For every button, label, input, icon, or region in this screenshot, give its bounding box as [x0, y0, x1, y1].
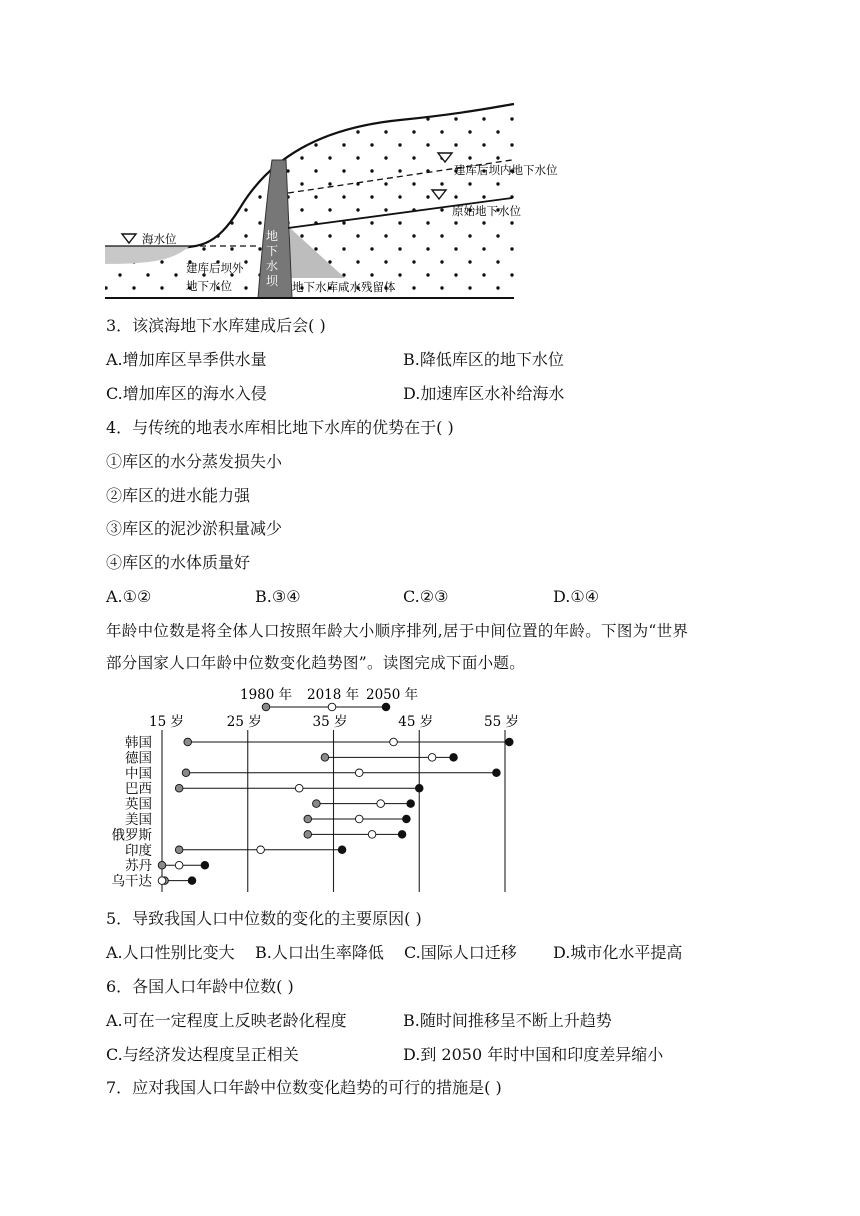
legend-label: 2018 年	[307, 687, 360, 703]
data-point	[184, 738, 192, 746]
data-point	[201, 861, 209, 869]
q6-option-a[interactable]: A.可在一定程度上反映老龄化程度	[106, 1011, 347, 1030]
data-point	[505, 738, 513, 746]
data-point	[450, 754, 458, 762]
sea-level-marker-icon	[122, 234, 136, 243]
x-tick-label: 35 岁	[312, 714, 348, 730]
q6-option-d[interactable]: D.到 2050 年时中国和印度差异缩小	[403, 1045, 664, 1064]
label-inside-after: 建库后坝内地下水位	[454, 163, 558, 177]
x-tick-label: 45 岁	[398, 714, 434, 730]
data-point	[321, 754, 329, 762]
data-point	[257, 846, 265, 854]
data-point	[304, 815, 312, 823]
q4-statement-1: ①库区的水分蒸发损失小	[106, 452, 283, 471]
label-dam-2: 下	[265, 244, 279, 258]
country-label: 俄罗斯	[111, 827, 152, 844]
data-point	[355, 769, 363, 777]
country-label: 中国	[125, 765, 152, 782]
country-label: 韩国	[125, 735, 152, 751]
q4-option-a[interactable]: A.①②	[106, 587, 152, 606]
q3-stem: 3．该滨海地下水库建成后会( )	[106, 316, 326, 335]
data-point	[398, 831, 406, 839]
label-dam-3: 水	[265, 259, 279, 273]
legend-marker-2	[382, 703, 390, 711]
country-label: 巴西	[125, 781, 152, 798]
data-point	[158, 861, 166, 869]
q3-option-b[interactable]: B.降低库区的地下水位	[403, 350, 564, 369]
data-point	[415, 784, 423, 792]
legend-marker-1	[328, 703, 336, 711]
label-outside-after-2: 地下水位	[186, 279, 232, 293]
data-point	[377, 800, 385, 808]
reservoir-diagram	[100, 98, 580, 308]
x-tick-label: 55 岁	[484, 714, 519, 730]
q3-option-c[interactable]: C.增加库区的海水入侵	[106, 384, 267, 403]
q6-option-b[interactable]: B.随时间推移呈不断上升趋势	[403, 1011, 612, 1030]
country-label: 美国	[125, 812, 152, 828]
q5-option-d[interactable]: D.城市化水平提高	[553, 943, 683, 962]
data-point	[295, 784, 303, 792]
label-residue: 地下水库咸水残留体	[292, 280, 396, 294]
q4-statement-2: ②库区的进水能力强	[106, 486, 251, 505]
country-label: 德国	[125, 750, 152, 767]
data-point	[355, 815, 363, 823]
q4-option-c[interactable]: C.②③	[403, 587, 449, 606]
label-sea-level: 海水位	[142, 232, 177, 246]
legend-marker-0	[262, 703, 270, 711]
label-original: 原始地下水位	[452, 204, 521, 218]
q4-statement-3: ③库区的泥沙淤积量减少	[106, 519, 283, 538]
x-tick-label: 25 岁	[226, 714, 262, 730]
data-point	[493, 769, 501, 777]
q7-stem: 7．应对我国人口年龄中位数变化趋势的可行的措施是( )	[106, 1078, 502, 1097]
country-label: 英国	[125, 796, 152, 813]
country-label: 苏丹	[125, 858, 152, 875]
label-dam-1: 地	[265, 229, 279, 243]
data-point	[338, 846, 346, 854]
label-dam-4: 坝	[265, 274, 279, 288]
q6-stem: 6．各国人口年龄中位数( )	[106, 977, 294, 996]
data-point	[175, 784, 183, 792]
data-point	[158, 877, 166, 885]
q4-statement-4: ④库区的水体质量好	[106, 553, 251, 572]
q4-option-b[interactable]: B.③④	[255, 587, 301, 606]
intro-line-1: 年龄中位数是将全体人口按照年龄大小顺序排列,居于中间位置的年龄。下图为“世界	[106, 622, 689, 640]
country-label: 乌干达	[111, 873, 152, 890]
data-point	[403, 815, 411, 823]
legend-label: 2050 年	[366, 687, 419, 703]
q5-option-a[interactable]: A.人口性别比变大	[106, 943, 235, 962]
legend-label: 1980 年	[240, 687, 293, 703]
data-point	[182, 769, 190, 777]
data-point	[304, 831, 312, 839]
intro-line-2: 部分国家人口年龄中位数变化趋势图”。读图完成下面小题。	[106, 654, 526, 672]
x-tick-label: 15 岁	[149, 714, 184, 730]
age-median-chart	[100, 682, 530, 896]
data-point	[313, 800, 321, 808]
q5-option-c[interactable]: C.国际人口迁移	[404, 943, 517, 962]
country-label: 印度	[125, 842, 152, 859]
q5-option-b[interactable]: B.人口出生率降低	[255, 943, 384, 962]
data-point	[407, 800, 415, 808]
q3-option-d[interactable]: D.加速库区水补给海水	[403, 384, 565, 403]
q4-stem: 4．与传统的地表水库相比地下水库的优势在于( )	[106, 418, 454, 437]
data-point	[390, 738, 398, 746]
data-point	[175, 846, 183, 854]
q4-option-d[interactable]: D.①④	[553, 587, 600, 606]
q5-stem: 5．导致我国人口中位数的变化的主要原因( )	[106, 909, 422, 928]
data-point	[175, 861, 183, 869]
label-outside-after-1: 建库后坝外	[186, 261, 244, 275]
data-point	[188, 877, 196, 885]
q3-option-a[interactable]: A.增加库区旱季供水量	[106, 350, 267, 369]
q6-option-c[interactable]: C.与经济发达程度呈正相关	[106, 1045, 299, 1064]
data-point	[368, 831, 376, 839]
data-point	[428, 754, 436, 762]
